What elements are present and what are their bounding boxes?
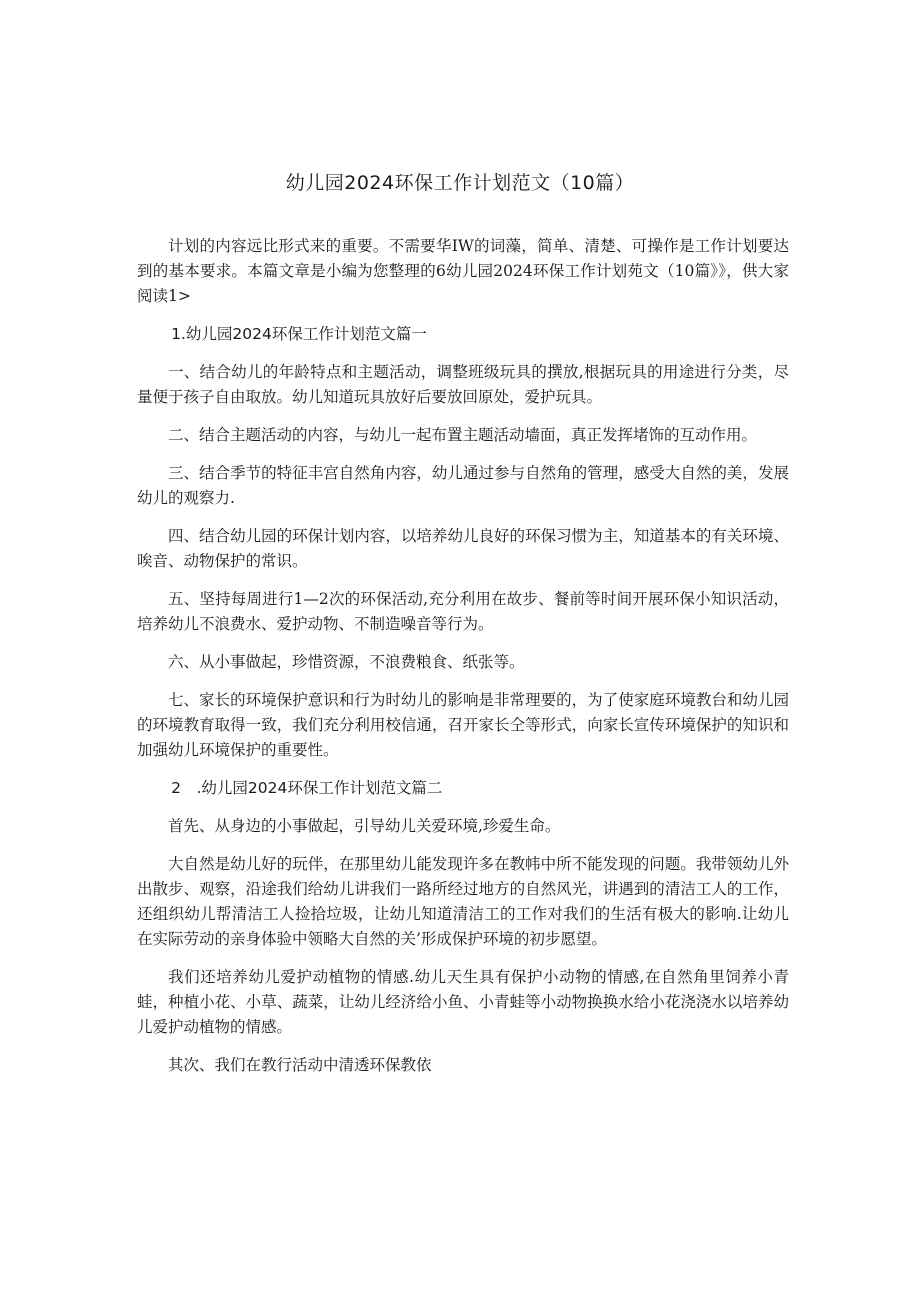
section1-item: 四、结合幼儿园的环保计划内容，以培养幼儿良好的环保习惯为主，知道基本的有关环境、唉音、动物保护的常识。 xyxy=(137,527,789,570)
section2-item: 大自然是幼儿好的玩伴，在那里幼儿能发现许多在教帏中所不能发现的问题。我带领幼儿外出散步、观察，沿途我们给幼儿讲我们一路所经过地方的自然风光，讲遇到的清洁工人的工作，还组织幼儿帮清洁工人捡拾垃圾，让幼儿知道清洁工的工作对我们的生活有极大的影响.让幼儿在实际劳动的亲身体验中领略大自然的关’形成保护环境的初步愿望。 xyxy=(137,855,789,948)
section1-item: 六、从小事做起，珍惜资源，不浪费粮食、纸张等。 xyxy=(168,653,525,671)
document-title: 幼儿园2024环保工作计划范文（10篇） xyxy=(285,172,635,194)
section1-item: 二、结合主题活动的内容，与幼儿一起布置主题活动墙面，真正发挥堵饰的互动作用。 xyxy=(168,426,758,444)
document-body xyxy=(137,234,789,1091)
section-heading-2: 2 .幼儿园2024环保工作计划范文篇二 xyxy=(171,779,443,797)
section1-item: 七、家长的环境保护意识和行为时幼儿的影响是非常理要的，为了使家庭环境教台和幼儿园的环境教育取得一致，我们充分利用校信通，召开家长仝等形式，向家长宣传环境保护的知识和加强幼儿环境保护的重要性。 xyxy=(137,691,789,759)
section-heading-1: 1.幼儿园2024环保工作计划范文篇一 xyxy=(171,325,427,343)
section2-item: 首先、从身边的小事做起，引导幼儿关爱环境,珍爱生命。 xyxy=(168,817,561,835)
section2-item: 我们还培养幼儿爱护动植物的情感.幼儿天生具有保护小动物的情感,在自然角里饲养小青蛙，种植小花、小草、蔬菜，让幼儿经济给小鱼、小青蛙等小动物换换水给小花浇浇水以培养幼儿爱护动植物的情感。 xyxy=(137,968,789,1036)
section1-item: 一、结合幼儿的年龄特点和主题活动，调整班级玩具的撰放,根据玩具的用途进行分类，尽量便于孩子自由取放。幼儿知道玩具放好后要放回原处，爱护玩具。 xyxy=(137,363,789,406)
section1-item: 三、结合季节的特征丰宫自然角内容，幼儿通过参与自然角的管理，感受大自然的美，发展幼儿的观察力. xyxy=(137,464,789,507)
section1-item: 五、坚持每周进行1—2次的环保活动,充分利用在故步、餐前等时间开展环保小知识活动，培养幼儿不浪费水、爱护动物、不制造噪音等行为。 xyxy=(137,590,789,633)
intro-paragraph: 计划的内容远比形式来的重要。不需要华IW的词藻，简单、清楚、可操作是工作计划要达到的基本要求。本篇文章是小编为您整理的6幼儿园2024环保工作计划苑文（10篇》》，供大家阅读1> xyxy=(137,237,789,305)
section2-item: 其次、我们在教行活动中清透环保教依 xyxy=(168,1056,432,1074)
